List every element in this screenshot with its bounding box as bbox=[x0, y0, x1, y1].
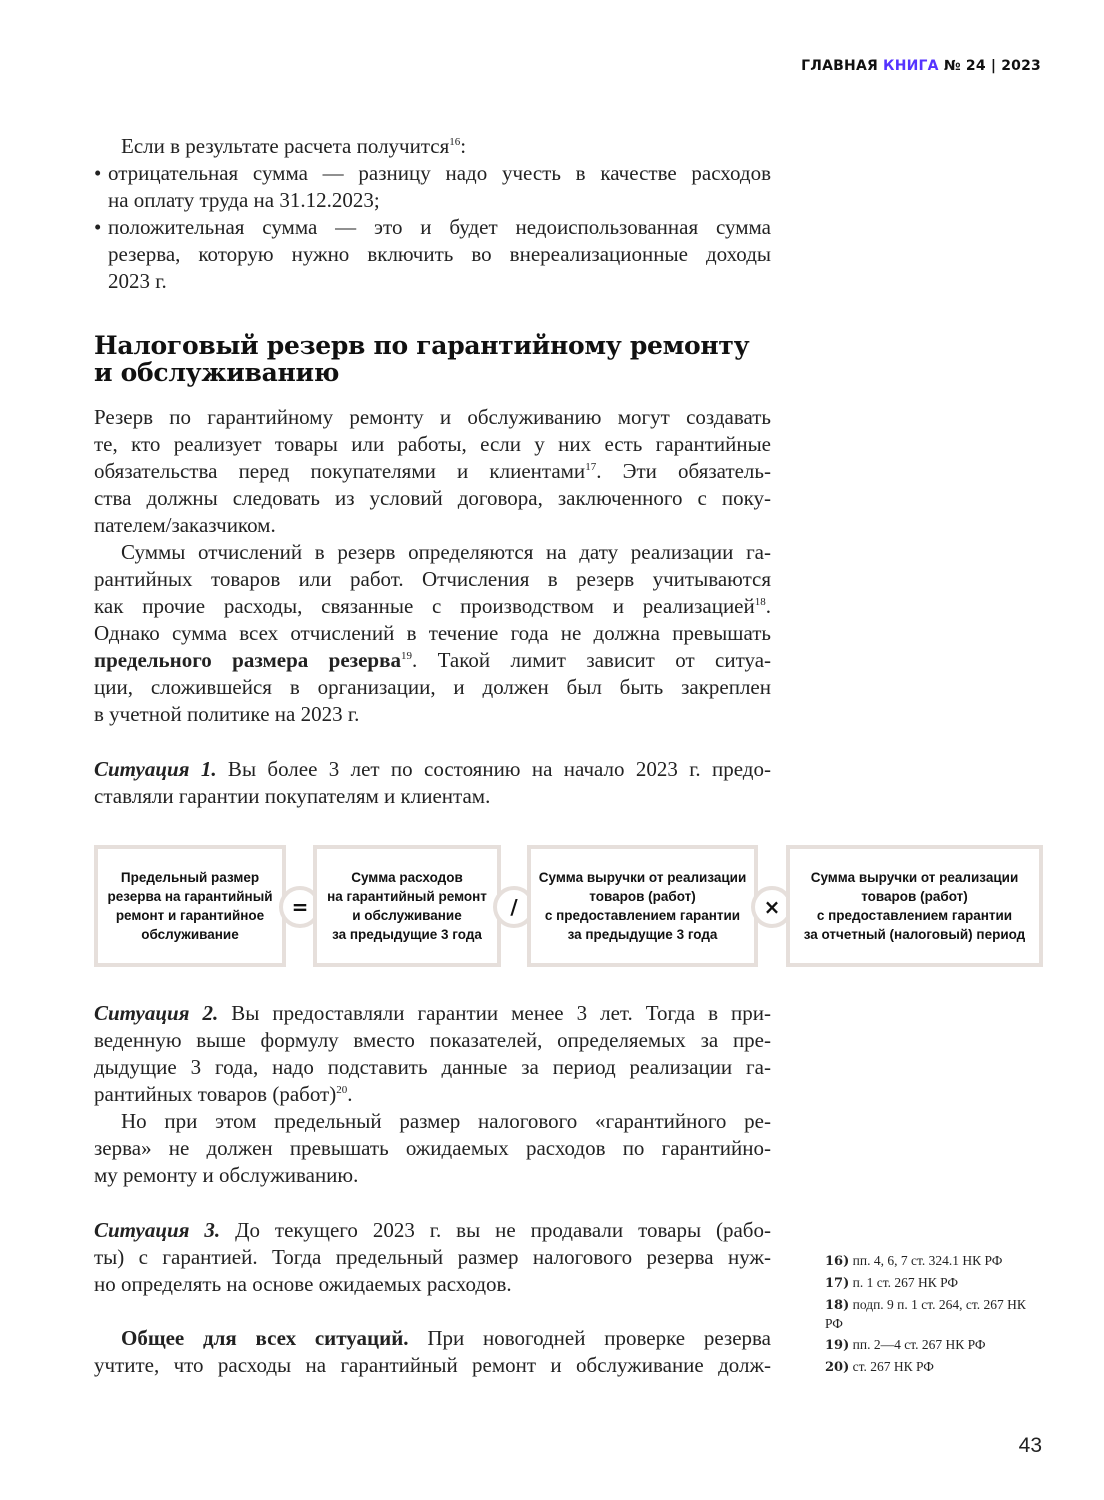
text-run: как прочие расходы, связанные с производством и реализацией bbox=[94, 594, 755, 618]
formula-box-revenue-3-years bbox=[527, 845, 758, 967]
text-line bbox=[94, 701, 771, 728]
text-run: ства должны следовать из условий договора, заключенного с поку- bbox=[94, 486, 771, 510]
text-run: При новогодней проверке резерва bbox=[408, 1326, 771, 1350]
text-run: но определять на основе ожидаемых расходов. bbox=[94, 1272, 512, 1296]
text-line bbox=[94, 133, 771, 160]
text-line bbox=[94, 1027, 771, 1054]
text-line bbox=[94, 1271, 771, 1298]
footnote-text: пп. 2—4 ст. 267 НК РФ bbox=[852, 1337, 986, 1352]
text-line bbox=[94, 512, 771, 539]
text-run: на оплату труда на 31.12.2023; bbox=[108, 188, 380, 212]
text-run: До текущего 2023 г. вы не продавали товары (рабо- bbox=[220, 1218, 771, 1242]
text-line bbox=[94, 187, 771, 214]
text-run: . Эти обязатель- bbox=[596, 459, 771, 483]
footnote-text: пп. 4, 6, 7 ст. 324.1 НК РФ bbox=[852, 1253, 1003, 1268]
page-number: 43 bbox=[1018, 1434, 1042, 1457]
text-run: ции, сложившейся в организации, и должен был быть закреплен bbox=[94, 675, 771, 699]
text-run: Если в результате расчета получится bbox=[121, 134, 450, 158]
text-run: 2023 г. bbox=[108, 269, 167, 293]
formula-box-revenue-period bbox=[786, 845, 1043, 967]
formula-box-expenses bbox=[313, 845, 501, 967]
text-line bbox=[94, 1054, 771, 1081]
text-line bbox=[94, 1108, 771, 1135]
text-run: . bbox=[765, 594, 771, 618]
text-line bbox=[94, 404, 771, 431]
footnotes bbox=[825, 1252, 1040, 1380]
text-run: веденную выше формулу вместо показателей, определяемых за пре- bbox=[94, 1028, 771, 1052]
footnote-text: подп. 9 п. 1 ст. 264, ст. 267 НК РФ bbox=[825, 1297, 1026, 1331]
footnote-number: 19) bbox=[825, 1338, 850, 1353]
text-run: му ремонту и обслуживанию. bbox=[94, 1163, 359, 1187]
formula-box-line: за предыдущие 3 года bbox=[332, 927, 482, 942]
footnote-ref: 19 bbox=[400, 650, 412, 662]
text-line bbox=[94, 160, 771, 187]
heading-line: Налоговый резерв по гарантийному ремонту bbox=[94, 331, 750, 360]
text-run: дыдущие 3 года, надо подставить данные за период реализации га- bbox=[94, 1055, 771, 1079]
text-run: пателем/заказчиком. bbox=[94, 513, 276, 537]
text-run: рантийных товаров (работ) bbox=[94, 1082, 337, 1106]
text-line bbox=[94, 756, 771, 783]
common-note bbox=[94, 1325, 771, 1379]
formula-box-line: на гарантийный ремонт bbox=[327, 889, 487, 904]
text-line bbox=[94, 1162, 771, 1189]
footnote-text: п. 1 ст. 267 НК РФ bbox=[852, 1275, 959, 1290]
emphasis-text: Ситуация 1. bbox=[94, 757, 217, 781]
formula-box-line: Предельный размер bbox=[120, 870, 260, 885]
text-line bbox=[94, 647, 771, 674]
emphasis-text: Ситуация 2. bbox=[94, 1001, 219, 1025]
formula-box-line: и обслуживание bbox=[352, 908, 462, 923]
formula-box-line: товаров (работ) bbox=[589, 889, 696, 904]
text-line bbox=[94, 1244, 771, 1271]
formula-box-line: за предыдущие 3 года bbox=[567, 927, 718, 942]
section-heading bbox=[94, 332, 749, 386]
footnote-ref: 18 bbox=[754, 596, 766, 608]
situation-1 bbox=[94, 756, 771, 810]
text-run: Вы более 3 лет по состоянию на начало 2023 г. предо- bbox=[216, 757, 771, 781]
footnote bbox=[825, 1252, 1040, 1271]
heading-line: и обслуживанию bbox=[94, 358, 340, 387]
emphasis-text: предельного размера резерва bbox=[94, 648, 401, 672]
text-run: . bbox=[347, 1082, 353, 1106]
text-line bbox=[94, 620, 771, 647]
issue-number: № 24 | 2023 bbox=[943, 58, 1041, 74]
text-run: рантийных товаров или работ. Отчисления в резерв учитываются bbox=[94, 567, 771, 591]
emphasis-text: Ситуация 3. bbox=[94, 1218, 221, 1242]
text-run: те, кто реализует товары или работы, если у них есть гарантийные bbox=[94, 432, 771, 456]
text-line bbox=[94, 1081, 771, 1108]
equals-icon: = bbox=[279, 886, 321, 928]
text-run: положительная сумма — это и будет недоиспользованная сумма bbox=[108, 215, 771, 239]
formula-box-limit bbox=[94, 845, 286, 967]
text-run: учтите, что расходы на гарантийный ремонт и обслуживание долж- bbox=[94, 1353, 771, 1377]
text-run: Но при этом предельный размер налогового «гарантийного ре- bbox=[121, 1109, 771, 1133]
intro-list bbox=[94, 133, 771, 295]
footnote-ref: 17 bbox=[585, 461, 597, 473]
text-line bbox=[94, 268, 771, 295]
text-run: отрицательная сумма — разницу надо учесть в качестве расходов bbox=[108, 161, 771, 185]
formula-box-line: Сумма расходов bbox=[351, 870, 463, 885]
text-line bbox=[94, 214, 771, 241]
text-run: ты) с гарантией. Тогда предельный размер налогового резерва нуж- bbox=[94, 1245, 771, 1269]
footnote-number: 16) bbox=[825, 1254, 850, 1269]
formula-box-line: с предоставлением гарантии bbox=[544, 908, 741, 923]
footnote bbox=[825, 1296, 1040, 1333]
body-paragraphs bbox=[94, 404, 771, 728]
text-line bbox=[94, 1352, 771, 1379]
emphasis-text: Общее для всех ситуаций. bbox=[121, 1326, 409, 1350]
text-run: в учетной политике на 2023 г. bbox=[94, 702, 360, 726]
formula-box-line: ремонт и гарантийное bbox=[115, 908, 265, 923]
footnote-number: 17) bbox=[825, 1276, 850, 1291]
text-line bbox=[94, 674, 771, 701]
magazine-name: ГЛАВНАЯ bbox=[801, 58, 878, 74]
running-header bbox=[801, 58, 1041, 74]
situation-3 bbox=[94, 1217, 771, 1298]
text-line bbox=[94, 593, 771, 620]
formula-box-line: товаров (работ) bbox=[861, 889, 968, 904]
text-run: Однако сумма всех отчислений в течение года не должна превышать bbox=[94, 621, 771, 645]
footnote-text: ст. 267 НК РФ bbox=[852, 1359, 934, 1374]
formula-box-line: с предоставлением гарантии bbox=[816, 908, 1013, 923]
footnote-ref: 20 bbox=[336, 1084, 348, 1096]
text-run: Суммы отчислений в резерв определяются на дату реализации га- bbox=[121, 540, 771, 564]
text-run: Резерв по гарантийному ремонту и обслуживанию могут создавать bbox=[94, 405, 771, 429]
divide-icon: / bbox=[493, 886, 535, 928]
footnote-number: 20) bbox=[825, 1360, 850, 1375]
text-run: обязательства перед покупателями и клиентами bbox=[94, 459, 586, 483]
text-run: ставляли гарантии покупателям и клиентам. bbox=[94, 784, 491, 808]
magazine-name-accent: КНИГА bbox=[883, 58, 939, 74]
formula-box-line: Сумма выручки от реализации bbox=[538, 870, 747, 885]
formula-box-line: резерва на гарантийный bbox=[107, 889, 273, 904]
text-line bbox=[94, 1135, 771, 1162]
text-line bbox=[94, 1000, 771, 1027]
formula-box-line: обслуживание bbox=[141, 927, 239, 942]
text-line bbox=[94, 1325, 771, 1352]
formula-box-line: за отчетный (налоговый) период bbox=[803, 927, 1026, 942]
footnote bbox=[825, 1358, 1040, 1377]
footnote-ref: 16 bbox=[449, 136, 461, 148]
footnote bbox=[825, 1274, 1040, 1293]
situation-2 bbox=[94, 1000, 771, 1189]
footnote-number: 18) bbox=[825, 1298, 850, 1313]
text-run: . Такой лимит зависит от ситуа- bbox=[411, 648, 772, 672]
text-line bbox=[94, 431, 771, 458]
text-run: резерва, которую нужно включить во внереализационные доходы bbox=[108, 242, 771, 266]
text-run: Вы предоставляли гарантии менее 3 лет. Тогда в при- bbox=[218, 1001, 772, 1025]
text-line bbox=[94, 485, 771, 512]
text-line bbox=[94, 783, 771, 810]
text-line bbox=[94, 458, 771, 485]
text-line bbox=[94, 539, 771, 566]
text-run: : bbox=[460, 134, 467, 158]
multiply-icon: × bbox=[751, 886, 793, 928]
footnote bbox=[825, 1336, 1040, 1355]
text-line bbox=[94, 1217, 771, 1244]
formula-box-line: Сумма выручки от реализации bbox=[810, 870, 1019, 885]
text-line bbox=[94, 566, 771, 593]
text-line bbox=[94, 241, 771, 268]
text-run: зерва» не должен превышать ожидаемых расходов по гарантийно- bbox=[94, 1136, 771, 1160]
